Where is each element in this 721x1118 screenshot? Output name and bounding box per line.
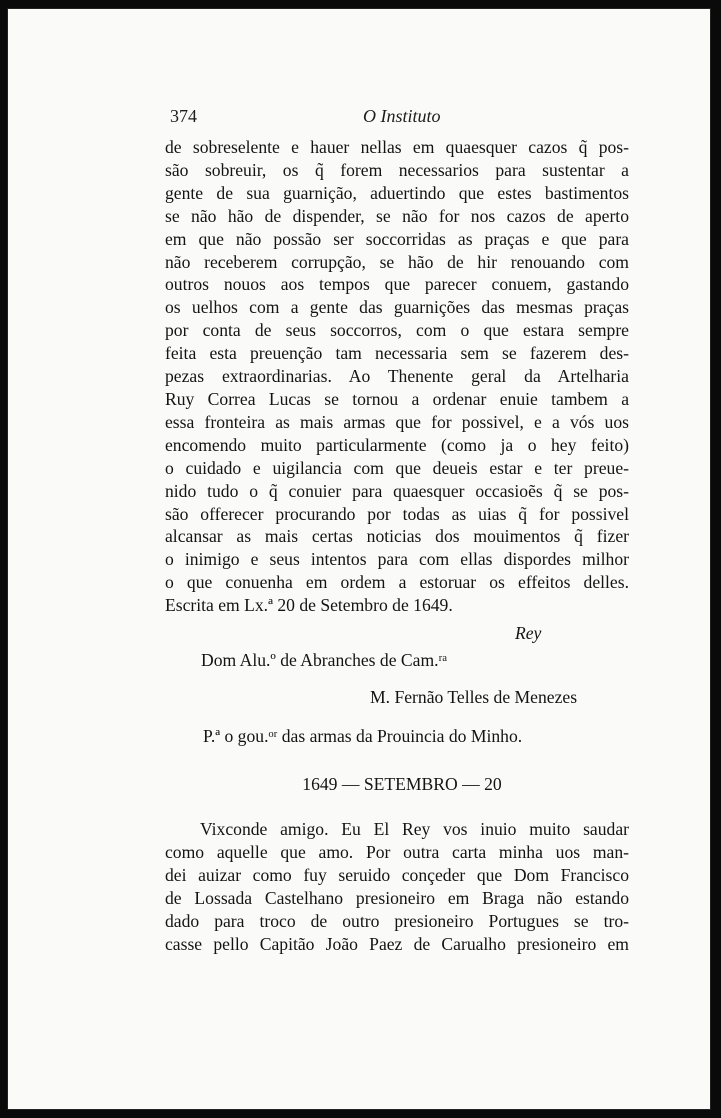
text-line: se não hão de dispender, se não for nos cazos de aperto [165, 205, 629, 226]
text-line: pezas extraordinarias. Ao Thenente geral da Artelharia [165, 366, 629, 387]
page-header [167, 106, 622, 132]
text-line: são offerecer procurando por todas as uias q̃ for possivel [165, 503, 629, 524]
text-line: casse pello Capitão João Paez de Carualho presioneiro em [165, 933, 629, 954]
text-line: Vixconde amigo. Eu El Rey vos inuio muito saudar [200, 819, 629, 839]
second-letter-paragraph [165, 818, 629, 955]
section-heading: 1649 — SETEMBRO — 20 [302, 774, 502, 794]
page-number: 374 [170, 106, 197, 126]
signature-rey: Rey [515, 623, 542, 643]
text-line: essa fronteira as mais armas que for possivel, e a vós uos [165, 411, 629, 432]
text-line: o cuidado e uigilancia com que deueis estar e ter preue- [165, 457, 629, 478]
text-line: feita esta preuenção tam necessaria sem se fazerem des- [165, 343, 629, 364]
text-line: os uelhos com a gente das guarnições das mesmas praças [165, 297, 629, 318]
text-line: alcansar as mais certas noticias dos mouimentos q̃ fizer [165, 526, 629, 547]
text-line: o inimigo e seus intentos para com ellas dispordes milhor [165, 549, 629, 570]
text-line: não receberem corrupção, se hão de hir renouando com [165, 251, 629, 272]
signature-fernao-telles: M. Fernão Telles de Menezes [370, 687, 578, 707]
text-line: dado para troco de outro presioneiro Portugues se tro- [165, 910, 629, 931]
text-line: dei auizar como fuy seruido conçeder que Dom Francisco [165, 864, 629, 885]
text-line: Escrita em Lx.ª 20 de Setembro de 1649. [165, 595, 453, 616]
addressee-line: P.ª o gou.ᵒʳ das armas da Prouincia do Minho. [203, 726, 523, 746]
text-line: como aquelle que amo. Por outra carta minha uos man- [165, 841, 629, 862]
text-line: Ruy Correa Lucas se tornou a ordenar enuie tambem a [165, 388, 629, 409]
text-line: de sobreselente e hauer nellas em quaesquer cazos q̃ pos- [165, 137, 629, 157]
text-line: são sobreuir, os q̃ forem necessarios para sustentar a [165, 159, 629, 180]
text-line: gente de sua guarnição, aduertindo que estes bastimentos [165, 182, 629, 203]
text-line: encomendo muito particularmente (como ja o hey feito) [165, 434, 629, 455]
text-line: de Lossada Castelhano presioneiro em Braga não estando [165, 887, 629, 908]
text-line: por conta de seus soccorros, com o que estara sempre [165, 320, 629, 341]
text-line: o que conuenha em ordem a estoruar os effeitos delles. [165, 572, 629, 593]
text-line: outros nouos aos tempos que parecer conuem, gastando [165, 274, 629, 295]
running-title: O Instituto [363, 106, 441, 126]
text-line: nido tudo o q̃ conuier para quaesquer occasioẽs q̃ se pos- [165, 480, 629, 501]
letter-paragraph [165, 136, 629, 617]
text-line: em que não possão ser soccorridas as praças e que para [165, 228, 629, 249]
signature-dom-alvaro: Dom Alu.º de Abranches de Cam.ʳᵃ [201, 650, 448, 670]
